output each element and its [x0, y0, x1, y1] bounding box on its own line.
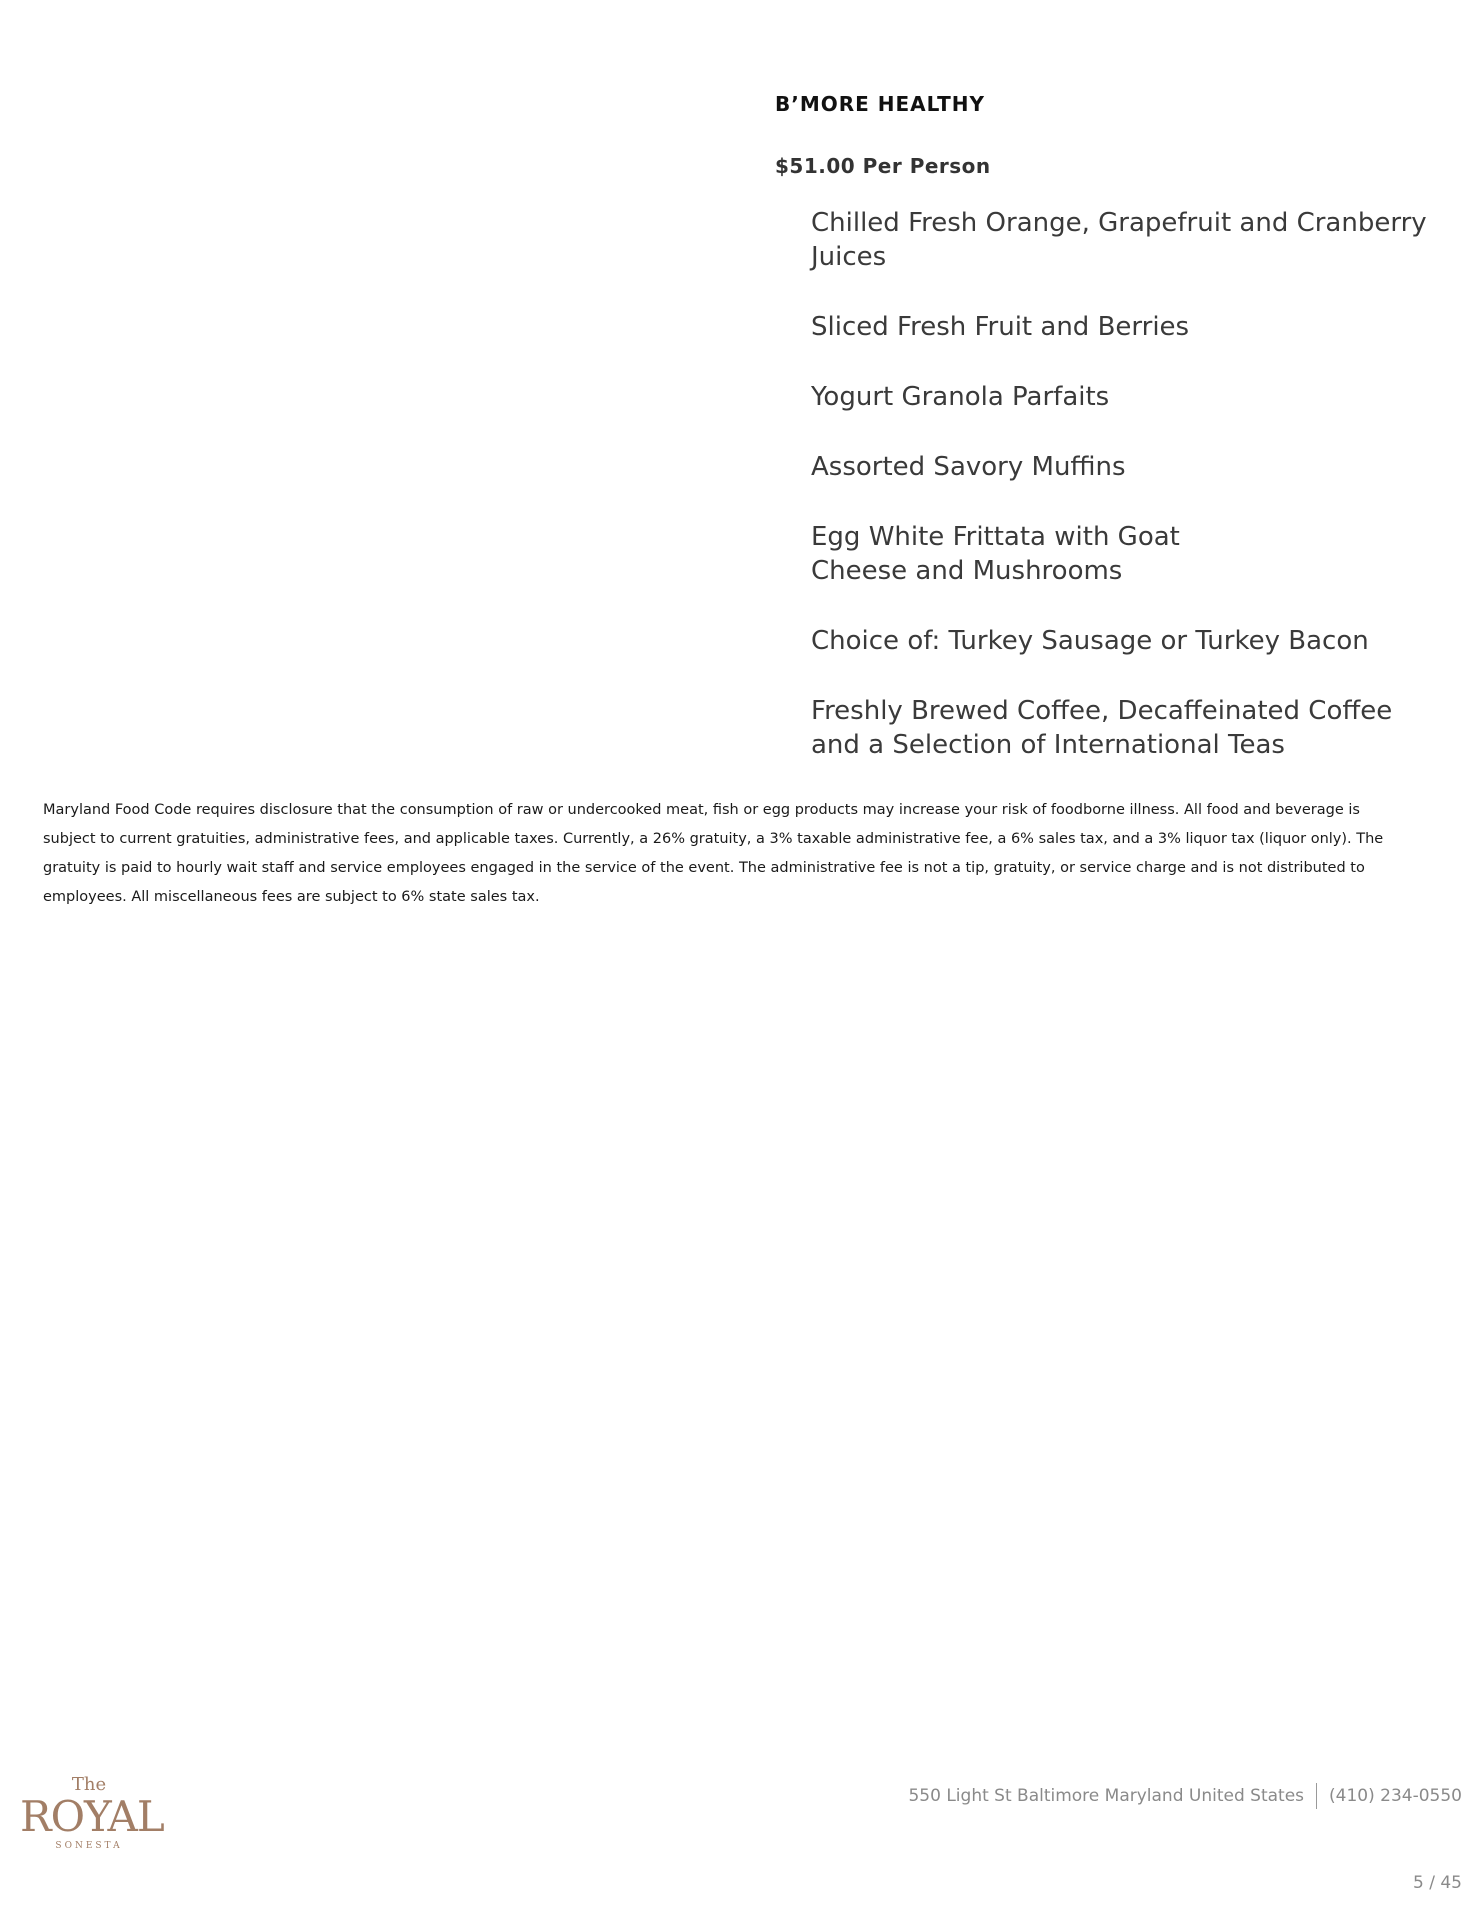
- page-number: 5 / 45: [1413, 1873, 1462, 1893]
- royal-sonesta-logo: [20, 1774, 164, 1853]
- footer-phone: (410) 234-0550: [1329, 1786, 1462, 1806]
- menu-price: $51.00 Per Person: [775, 154, 991, 178]
- menu-item: Egg White Frittata with Goat Cheese and Mushrooms: [811, 522, 1180, 586]
- footer-address: 550 Light St Baltimore Maryland United States: [908, 1786, 1305, 1806]
- menu-item: Freshly Brewed Coffee, Decaffeinated Coffee and a Selection of International Teas: [811, 696, 1393, 760]
- menu-item: Chilled Fresh Orange, Grapefruit and Cranberry Juices: [811, 208, 1427, 272]
- menu-item: Sliced Fresh Fruit and Berries: [811, 312, 1190, 342]
- menu-section: [775, 92, 1455, 762]
- menu-title: B’MORE HEALTHY: [775, 92, 985, 116]
- food-code-disclaimer: Maryland Food Code requires disclosure that the consumption of raw or undercooked meat, fish or egg products may increase your risk of foodborne illness. All food and beverage is subject to current gratuities, administrative fees, and applicable taxes. Currently, a 26% gratuity, a 3% taxable administrative fee, a 6% sales tax, and a 3% liquor tax (liquor only). The gratuity is paid to hourly wait staff and service employees engaged in the service of the event. The administrative fee is not a tip, gratuity, or service charge and is not distributed to employees. All miscellaneous fees are subject to 6% state sales tax.: [43, 802, 1384, 905]
- logo-the: The: [71, 1774, 107, 1795]
- menu-item: Choice of: Turkey Sausage or Turkey Bacon: [811, 626, 1369, 656]
- menu-items-list: [811, 206, 1441, 762]
- menu-item: Yogurt Granola Parfaits: [811, 382, 1110, 412]
- logo-royal: ROYAL: [20, 1792, 164, 1841]
- logo-sonesta: SONESTA: [55, 1841, 123, 1851]
- footer-contact: [908, 1783, 1462, 1809]
- menu-item: Assorted Savory Muffins: [811, 452, 1126, 482]
- footer-divider: [1316, 1783, 1317, 1809]
